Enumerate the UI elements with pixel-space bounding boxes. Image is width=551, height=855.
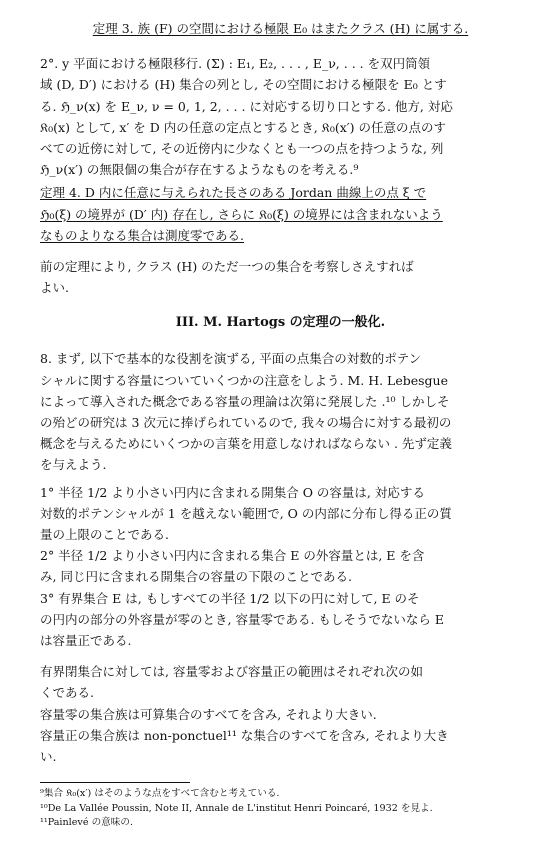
definition-3-line-3: は容量正である. xyxy=(40,633,132,649)
section-8-line-2: シャルに関する容量についていくつかの注意をしよう. M. H. Lebesgue xyxy=(40,372,449,388)
definition-2-line-1: 2° 半径 1/2 より小さい円内に含まれる集合 E の外容量とは, E を含 xyxy=(40,548,425,564)
capacity-positive-line-1: 容量正の集合族は non-ponctuel¹¹ な集合のすべてを含み, それより大き xyxy=(40,727,449,743)
footnote-10: ¹⁰De La Vallée Poussin, Note II, Annale de L'institut Henri Poincaré, 1932 を見よ. xyxy=(40,802,433,814)
definition-1-line-1: 1° 半径 1/2 より小さい円内に含まれる開集合 O の容量は, 対応する xyxy=(40,484,425,500)
section-2-line-3: る. ℌ_ν(x) を E_ν, ν = 0, 1, 2, . . . に対応する切り口とする. 他方, 対応 xyxy=(40,98,453,114)
theorem-4-line-2: ℌ₀(ξ) の境界が (D′ 内) 存在し, さらに 𝔎₀(ξ) の境界には含まれないよう xyxy=(40,206,443,222)
section-8-line-4: の殆どの研究は 3 次元に捧げられているので, 我々の場合に対する最初の xyxy=(40,415,452,431)
section-2-line-6: ℌ_ν(x′) の無限個の集合が存在するようなものを考える.⁹ xyxy=(40,162,359,178)
theorem-4-line-3: なものよりなる集合は測度零である. xyxy=(40,227,244,243)
section-8-line-1: 8. まず, 以下で基本的な役割を演ずる, 平面の点集合の対数的ポテン xyxy=(40,351,422,367)
theorem-4-line-1: 定理 4. D 内に任意に与えられた長さのある Jordan 曲線上の点 ξ で xyxy=(40,185,427,201)
closed-set-line-2: くである. xyxy=(40,685,94,701)
page-body xyxy=(40,14,521,767)
footnotes xyxy=(40,782,521,831)
section-2-line-5: べての近傍に対して, その近傍内に少なくとも一つの点を持つような, 列 xyxy=(40,141,444,157)
footnote-rule xyxy=(40,782,190,783)
footnote-9: ⁹集合 𝔎₀(x′) はそのような点をすべて含むと考えている. xyxy=(40,788,280,799)
section-2-line-4: 𝔎₀(x) として, x′ を D 内の任意の定点とするとき, 𝔎₀(x′) の任意の点のす xyxy=(40,119,446,135)
capacity-positive-line-2: い. xyxy=(40,749,57,765)
definition-2-line-2: み, 同じ円に含まれる開集合の容量の下限のことである. xyxy=(40,569,352,585)
definition-1-line-2: 対数的ポテンシャルが 1 を越えない範囲で, O の内部に分布し得る正の質 xyxy=(40,505,452,521)
section-8-line-5: 概念を与えるためにいくつかの言葉を用意しなければならない . 先ず定義 xyxy=(40,436,452,452)
definition-3-line-2: の円内の部分の外容量が零のとき, 容量零である. もしそうでないなら E xyxy=(40,611,444,627)
remark-line-2: よい. xyxy=(40,280,69,296)
closed-set-line-1: 有界閉集合に対しては, 容量零および容量正の範囲はそれぞれ次の如 xyxy=(40,664,423,680)
theorem-3: 定理 3. 族 (F) の空間における極限 E₀ はまたクラス (H) に属する. xyxy=(92,21,469,36)
definition-3-line-1: 3° 有界集合 E は, もしすべての半径 1/2 以下の円に対して, E のそ xyxy=(40,590,420,606)
section-8-line-6: を与えよう. xyxy=(40,457,107,473)
section-8-line-3: によって導入された概念である容量の理論は次第に発展した .¹⁰ しかしそ xyxy=(40,393,450,409)
section-2-line-2: 域 (D, D′) における (H) 集合の列とし, その空間における極限を E₀ とす xyxy=(40,77,447,93)
definition-1-line-3: 量の上限のことである. xyxy=(40,527,169,543)
section-2-line-1: 2°. y 平面における極限移行. (Σ) : E₁, E₂, . . . , E_ν, . . . を双円筒領 xyxy=(40,56,431,72)
section-heading-iii: III. M. Hartogs の定理の一般化. xyxy=(175,315,386,331)
footnote-11: ¹¹Painlevé の意味の. xyxy=(40,817,133,828)
remark-line-1: 前の定理により, クラス (H) のただ一つの集合を考察しさえすれば xyxy=(40,259,414,275)
capacity-zero-line: 容量零の集合族は可算集合のすべてを含み, それより大きい. xyxy=(40,706,377,722)
